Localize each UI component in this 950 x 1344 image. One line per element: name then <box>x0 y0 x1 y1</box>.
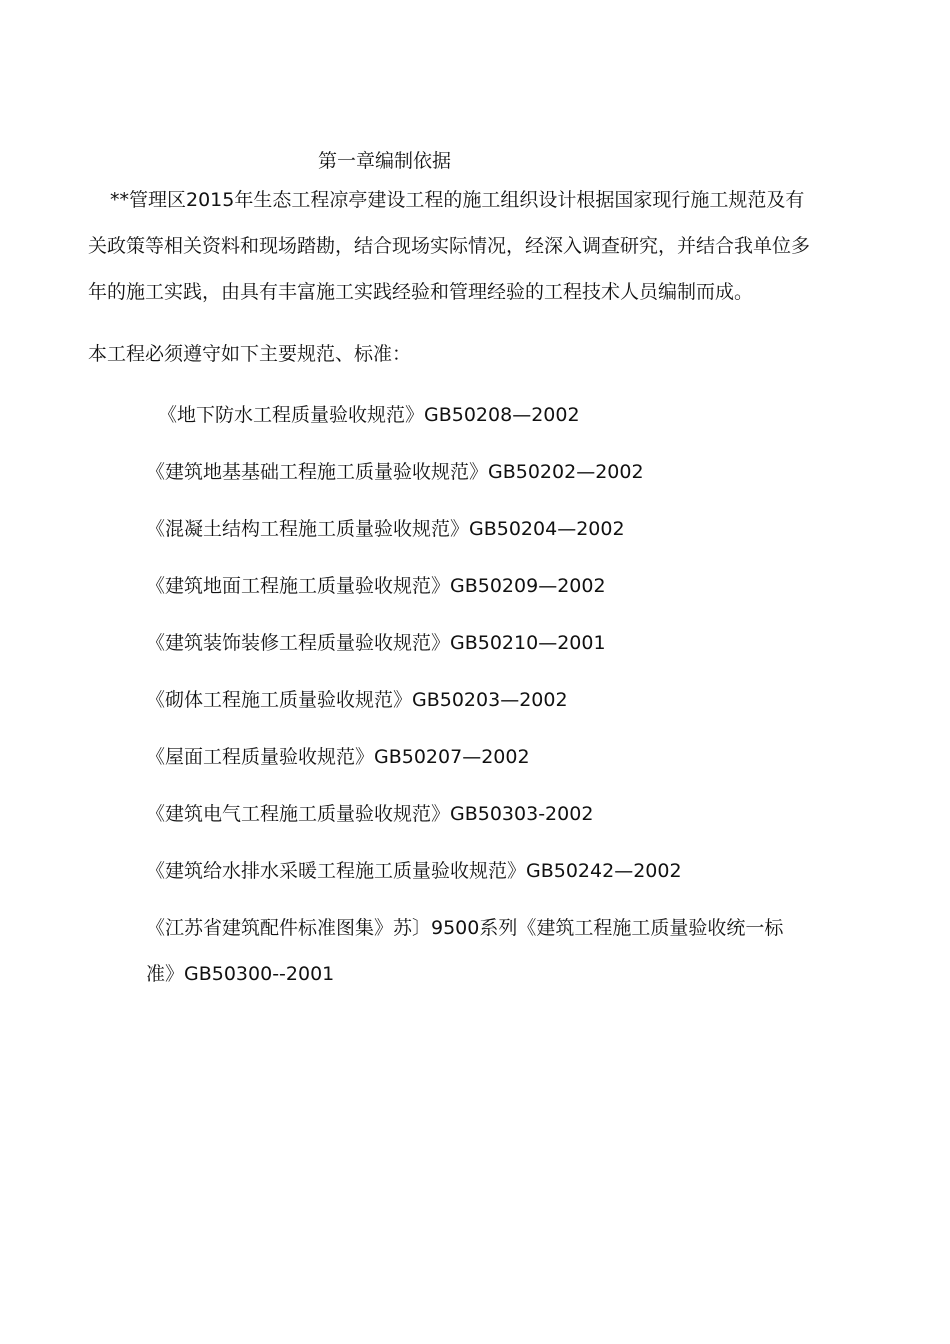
standard-item: 《混凝土结构工程施工质量验收规范》GB50204—2002 <box>146 518 625 540</box>
standard-item: 《建筑电气工程施工质量验收规范》GB50303-2002 <box>146 803 594 825</box>
standard-item: 《建筑给水排水采暖工程施工质量验收规范》GB50242—2002 <box>146 860 682 882</box>
standard-item: 《江苏省建筑配件标准图集》苏〕9500系列《建筑工程施工质量验收统一标 <box>146 917 784 939</box>
standard-item: 《建筑地面工程施工质量验收规范》GB50209—2002 <box>146 575 606 597</box>
standard-item-continuation: 准》GB50300--2001 <box>146 963 335 985</box>
intro-line: 年的施工实践，由具有丰富施工实践经验和管理经验的工程技术人员编制而成。 <box>88 281 754 303</box>
requirement-heading: 本工程必须遵守如下主要规范、标准： <box>88 343 412 365</box>
standard-item: 《建筑地基基础工程施工质量验收规范》GB50202—2002 <box>146 461 644 483</box>
intro-line: **管理区2015年生态工程凉亭建设工程的施工组织设计根据国家现行施工规范及有 <box>110 189 805 211</box>
standard-item: 《砌体工程施工质量验收规范》GB50203—2002 <box>146 689 568 711</box>
intro-line: 关政策等相关资料和现场踏勘，结合现场实际情况，经深入调查研究，并结合我单位多 <box>88 235 811 257</box>
chapter-title: 第一章编制依据 <box>318 150 452 172</box>
standard-item: 《地下防水工程质量验收规范》GB50208—2002 <box>158 404 580 426</box>
standard-item: 《建筑装饰装修工程质量验收规范》GB50210—2001 <box>146 632 606 654</box>
standard-item: 《屋面工程质量验收规范》GB50207—2002 <box>146 746 530 768</box>
